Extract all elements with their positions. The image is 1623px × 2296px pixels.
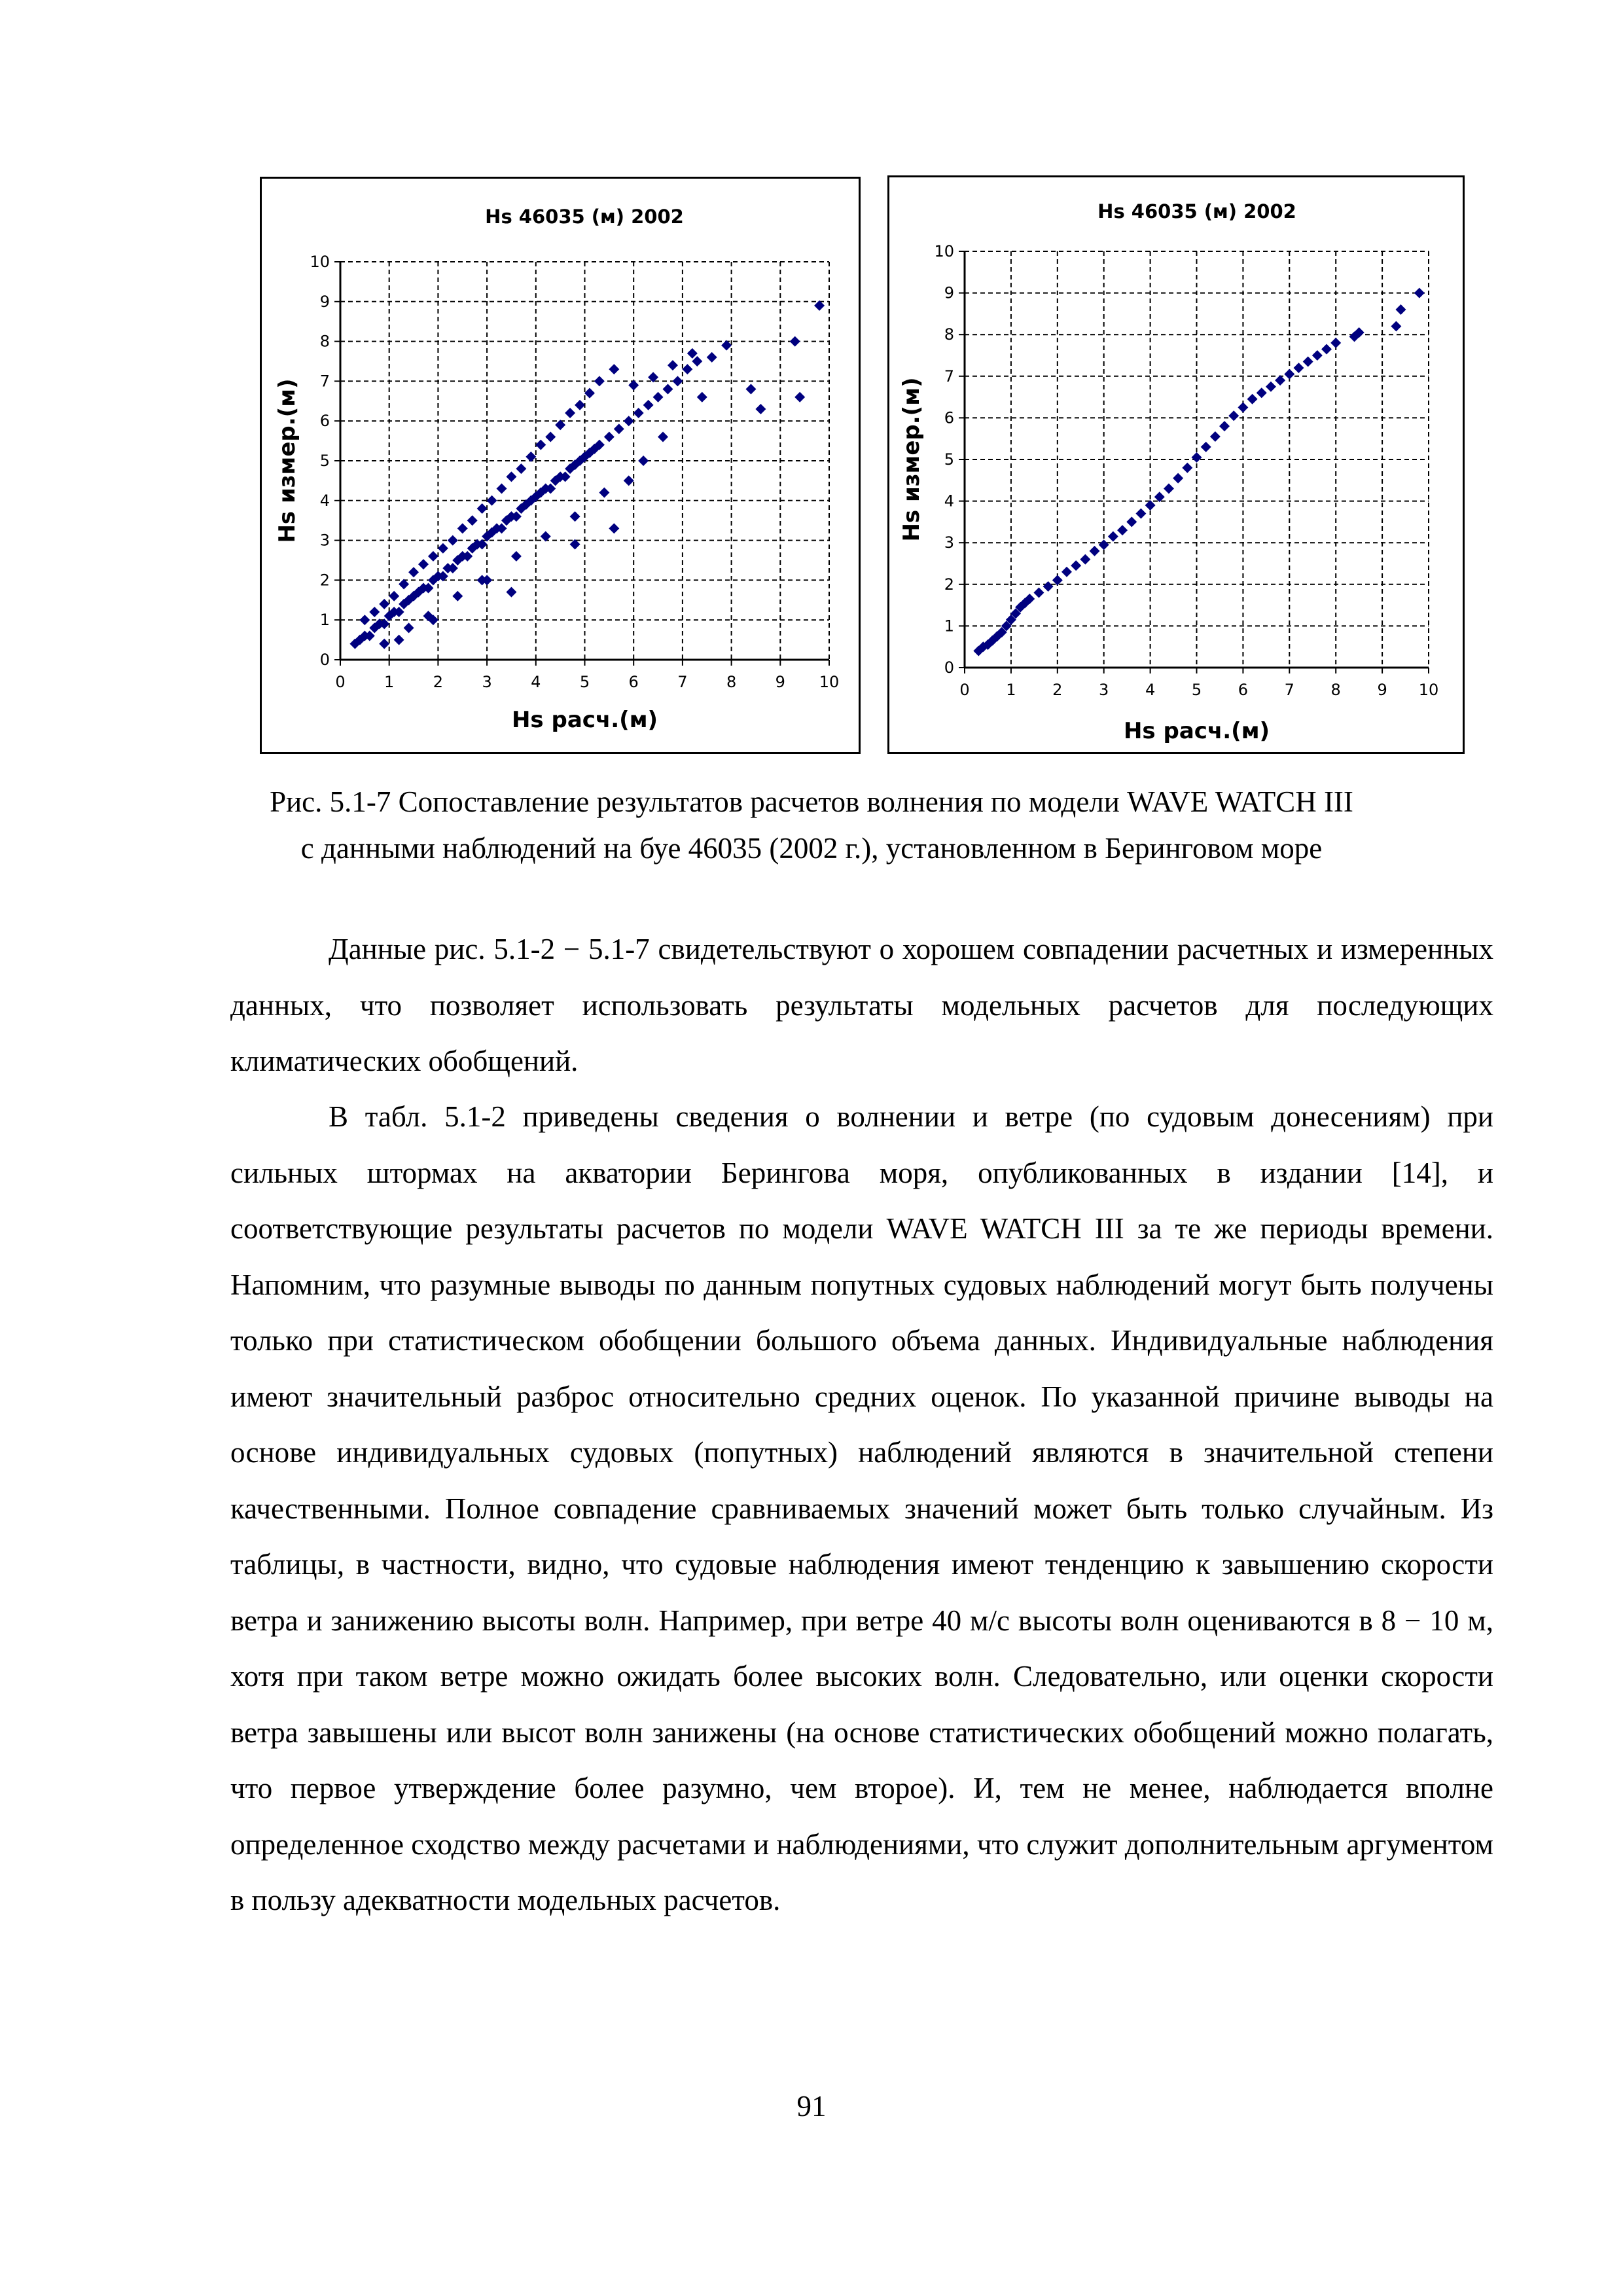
chart-title: Hs 46035 (м) 2002: [1097, 200, 1296, 223]
data-point: [1303, 357, 1313, 367]
x-tick-label: 10: [1418, 681, 1439, 699]
data-point: [467, 515, 478, 526]
data-point: [535, 440, 546, 450]
data-point: [428, 551, 438, 562]
x-tick-label: 0: [959, 681, 970, 699]
y-tick-label: 1: [319, 611, 330, 630]
data-point: [477, 503, 488, 514]
data-point: [1117, 525, 1128, 535]
data-point: [1108, 531, 1118, 542]
data-point: [1257, 387, 1267, 398]
data-point: [506, 587, 516, 598]
x-tick-label: 4: [1145, 681, 1156, 699]
data-point: [511, 551, 522, 562]
y-tick-label: 4: [319, 491, 330, 510]
data-point: [389, 591, 399, 601]
x-tick-label: 6: [1238, 681, 1249, 699]
y-tick-label: 0: [319, 651, 330, 669]
data-point: [1219, 421, 1230, 431]
data-point: [1126, 516, 1137, 527]
data-point: [1071, 560, 1081, 571]
y-tick-label: 5: [319, 452, 330, 470]
data-point: [1201, 442, 1211, 452]
y-tick-label: 7: [319, 372, 330, 391]
data-point: [1182, 463, 1192, 473]
y-tick-label: 4: [944, 492, 954, 511]
y-tick-label: 2: [319, 571, 330, 590]
data-point: [1090, 546, 1100, 556]
x-tick-label: 8: [726, 673, 737, 691]
scatter-chart-left: [260, 177, 861, 754]
data-point: [604, 432, 615, 442]
data-point: [721, 340, 732, 351]
data-point: [624, 475, 634, 486]
page-number: 91: [796, 2090, 827, 2123]
data-point: [1099, 539, 1109, 550]
x-tick-label: 2: [1052, 681, 1063, 699]
data-point: [1043, 581, 1054, 592]
data-point: [1414, 288, 1425, 298]
x-tick-label: 1: [384, 673, 395, 691]
data-point: [408, 567, 419, 577]
data-point: [1247, 394, 1258, 404]
data-point: [794, 392, 805, 403]
data-point: [790, 336, 800, 347]
data-point: [697, 392, 707, 403]
data-point: [628, 380, 639, 390]
x-tick-label: 9: [775, 673, 785, 691]
body-paragraph-1: Данные рис. 5.1-2 − 5.1-7 свидетельствуют о хорошем совпадении расчетных и измеренных данных, что позволяет использовать результаты модельных расчетов для последующих климатических обобщений.: [230, 933, 1493, 1077]
x-tick-label: 10: [819, 673, 840, 691]
data-point: [1192, 452, 1202, 463]
x-tick-label: 8: [1330, 681, 1341, 699]
y-tick-label: 9: [319, 292, 330, 311]
chart-title: Hs 46035 (м) 2002: [485, 206, 684, 228]
data-point: [369, 607, 380, 617]
data-point: [662, 384, 673, 395]
data-point: [1210, 431, 1221, 442]
data-point: [438, 543, 448, 554]
y-tick-label: 6: [319, 412, 330, 431]
x-tick-label: 1: [1006, 681, 1016, 699]
x-tick-label: 6: [628, 673, 639, 691]
y-tick-label: 3: [944, 533, 954, 552]
y-axis-label: Hs измер.(м): [274, 378, 300, 543]
data-point: [1391, 321, 1401, 331]
x-tick-label: 7: [1284, 681, 1294, 699]
x-tick-label: 0: [335, 673, 346, 691]
y-tick-label: 7: [944, 367, 954, 386]
y-tick-label: 10: [934, 242, 954, 260]
x-tick-label: 3: [482, 673, 492, 691]
y-tick-label: 0: [944, 658, 954, 677]
y-tick-label: 6: [944, 408, 954, 427]
data-point: [609, 523, 619, 533]
x-tick-label: 5: [579, 673, 590, 691]
data-point: [1080, 554, 1090, 565]
data-point: [1395, 304, 1406, 315]
data-point: [452, 591, 463, 601]
x-tick-label: 4: [531, 673, 541, 691]
x-axis-label: Hs расч.(м): [1123, 718, 1270, 744]
data-point: [379, 639, 389, 649]
data-point: [687, 348, 698, 359]
y-tick-label: 5: [944, 450, 954, 469]
scatter-chart-right: [887, 175, 1465, 754]
data-point: [599, 488, 609, 498]
data-point: [545, 432, 556, 442]
data-point: [541, 531, 551, 542]
x-tick-label: 7: [677, 673, 688, 691]
data-point: [745, 384, 756, 395]
data-point: [1228, 410, 1239, 421]
data-point: [516, 463, 526, 474]
data-point: [1284, 369, 1294, 380]
data-point: [614, 423, 624, 434]
y-axis-label: Hs измер.(м): [899, 377, 925, 542]
x-tick-label: 9: [1377, 681, 1387, 699]
data-point: [658, 432, 668, 442]
figure-caption-line-2: с данными наблюдений на буе 46035 (2002 г.), установленном в Беринговом море: [300, 832, 1323, 865]
y-tick-label: 10: [310, 253, 330, 271]
data-point: [448, 535, 458, 546]
data-point: [1312, 350, 1323, 361]
data-point: [1061, 567, 1072, 577]
data-point: [755, 404, 766, 414]
data-point: [1135, 509, 1146, 519]
data-point: [418, 559, 429, 569]
data-point: [526, 452, 536, 462]
data-point: [1238, 403, 1248, 413]
figure-caption-line-1: Рис. 5.1-7 Сопоставление результатов расчетов волнения по модели WAVE WATCH III: [270, 785, 1353, 818]
data-point: [575, 400, 585, 410]
data-point: [643, 400, 654, 410]
data-point: [1330, 338, 1341, 348]
scatter-chart-right-svg: [889, 177, 1463, 752]
data-point: [1266, 382, 1276, 392]
data-point: [672, 376, 683, 386]
body-paragraph-2: В табл. 5.1-2 приведены сведения о волнении и ветре (по судовым донесениям) при сильных штормах на акватории Берингова моря, опубликованных в издании [14], и соответствующие результаты расчетов по модели WAVE WATCH III за те же периоды времени. Напомним, что разумные выводы по данным попутных судовых наблюдений могут быть получены только при статистическом обобщении большого объема данных. Индивидуальные наблюдения имеют значительный разброс относительно средних оценок. По указанной причине выводы на основе индивидуальных судовых (попутных) наблюдений являются в значительной степени качественными. Полное совпадение сравниваемых значений может быть только случайным. Из таблицы, в частности, видно, что судовые наблюдения имеют тенденцию к завышению скорости ветра и занижению высоты волн. Например, при ветре 40 м/с высоты волн оцениваются в 8 − 10 м, хотя при таком ветре можно ожидать более высоких волн. Следовательно, или оценки скорости ветра завышены или высот волн занижены (на основе статистических обобщений можно полагать, что первое утверждение более разумно, чем второе). И, тем не менее, наблюдается вполне определенное сходство между расчетами и наблюдениями, что служит дополнительным аргументом в пользу адекватности модельных расчетов.: [230, 1100, 1493, 1916]
data-point: [584, 388, 595, 399]
data-point: [707, 352, 717, 363]
data-point: [379, 599, 389, 609]
data-point: [653, 392, 664, 403]
data-point: [457, 523, 468, 533]
y-tick-label: 2: [944, 575, 954, 594]
data-point: [487, 495, 497, 506]
data-point: [1164, 484, 1174, 494]
data-point: [668, 360, 678, 370]
data-point: [570, 511, 580, 522]
y-tick-label: 9: [944, 283, 954, 302]
y-tick-label: 3: [319, 531, 330, 550]
data-point: [1293, 363, 1304, 373]
data-point: [359, 615, 370, 625]
data-point: [638, 456, 649, 466]
data-point: [1275, 375, 1285, 386]
data-point: [1321, 344, 1332, 354]
y-tick-label: 8: [319, 332, 330, 351]
data-point: [682, 364, 692, 374]
x-tick-label: 3: [1099, 681, 1109, 699]
data-point: [394, 635, 404, 645]
data-point: [1033, 588, 1044, 598]
data-point: [1173, 473, 1183, 484]
y-tick-label: 1: [944, 617, 954, 636]
data-point: [594, 376, 605, 386]
data-point: [692, 356, 702, 367]
data-point: [624, 416, 634, 426]
x-tick-label: 2: [433, 673, 444, 691]
data-point: [404, 622, 414, 633]
data-point: [565, 408, 575, 418]
data-point: [633, 408, 644, 418]
data-point: [506, 471, 516, 482]
data-point: [497, 484, 507, 494]
data-point: [609, 364, 619, 374]
scatter-chart-left-svg: [262, 179, 859, 752]
x-tick-label: 5: [1191, 681, 1202, 699]
y-tick-label: 8: [944, 325, 954, 344]
x-axis-label: Hs расч.(м): [511, 707, 658, 733]
